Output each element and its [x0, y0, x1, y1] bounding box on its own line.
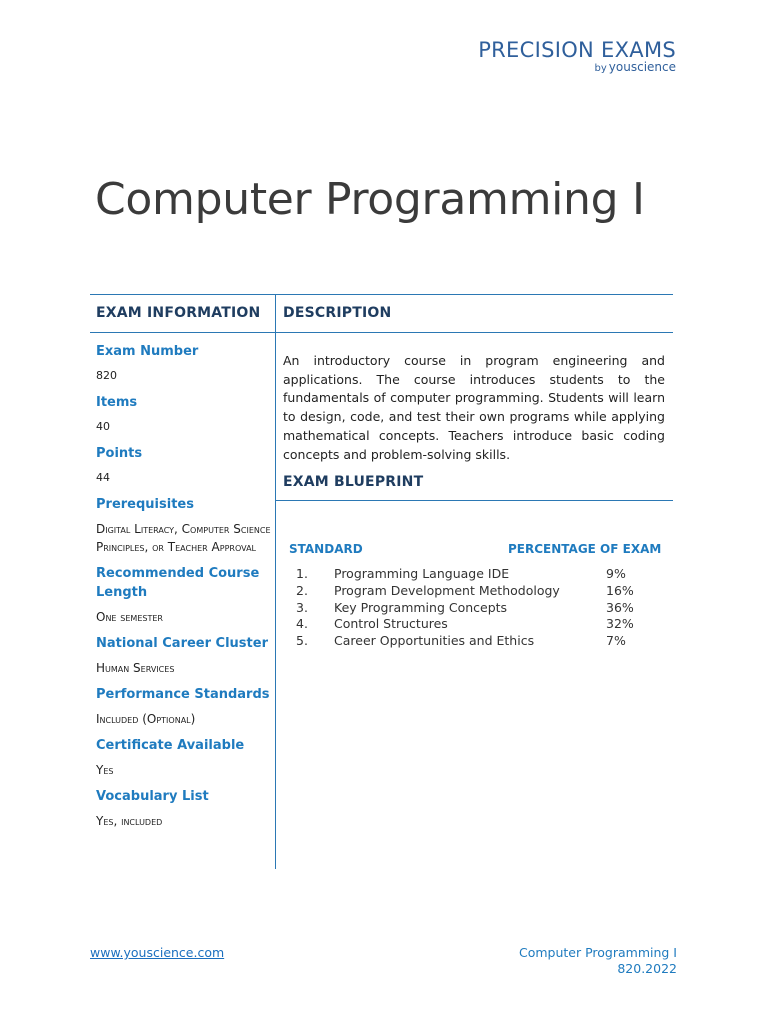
exam-info-value: Human Services — [96, 661, 175, 675]
blueprint-row-percent: 9% — [606, 566, 626, 581]
blueprint-row — [296, 566, 666, 583]
exam-info-label: Recommended Course Length — [96, 566, 260, 600]
exam-info-value: 820 — [96, 369, 117, 382]
description-heading: DESCRIPTION — [283, 305, 392, 321]
blueprint-row-standard: Career Opportunities and Ethics — [334, 633, 535, 649]
blueprint-list — [296, 566, 666, 650]
exam-info-value: 40 — [96, 420, 110, 433]
blueprint-percentage-header: PERCENTAGE OF EXAM — [508, 542, 662, 556]
logo-wordmark: PRECISION EXAMS — [478, 38, 676, 62]
blueprint-header-rule — [276, 500, 673, 501]
blueprint-row-percent: 16% — [606, 582, 634, 598]
exam-info-value: One semester — [96, 610, 163, 624]
blueprint-row-number: 3. — [296, 599, 308, 615]
column-divider — [275, 294, 276, 869]
exam-information-list — [96, 342, 271, 838]
blueprint-row-standard: Control Structures — [334, 616, 448, 632]
blueprint-row-standard: Programming Language IDE — [334, 566, 510, 581]
page-title: Computer Programming I — [95, 174, 645, 225]
exam-info-label: Points — [96, 446, 143, 461]
blueprint-row-number: 5. — [296, 633, 308, 649]
exam-info-value: Included (Optional) — [96, 712, 196, 726]
footer-course-info — [519, 945, 677, 977]
precision-exams-logo — [478, 38, 676, 75]
blueprint-row-percent: 32% — [606, 616, 634, 632]
footer-website-link[interactable]: www.youscience.com — [90, 945, 225, 960]
exam-info-label: Exam Number — [96, 344, 199, 359]
footer-course-code: 820.2022 — [617, 961, 677, 976]
table-top-rule — [90, 294, 673, 295]
blueprint-row — [296, 583, 666, 600]
blueprint-row — [296, 600, 666, 617]
exam-info-value: Yes — [96, 763, 114, 777]
exam-info-label: Performance Standards — [96, 687, 270, 702]
exam-info-value: Yes, included — [96, 814, 163, 828]
blueprint-row-number: 2. — [296, 582, 308, 598]
exam-blueprint-heading: EXAM BLUEPRINT — [283, 474, 424, 490]
logo-tagline — [478, 61, 676, 75]
exam-info-value: Digital Literacy, Computer Science Principles, or Teacher Approval — [96, 522, 271, 554]
exam-info-label: Items — [96, 395, 138, 410]
description-text: An introductory course in program engineering and applications. The course introduces students to the fundamentals of computer programming. Students will learn to design, code, and test their own programs while applying mathematical concepts. Teachers introduce basic coding concepts and problem-solving skills. — [283, 353, 665, 462]
exam-info-label: Vocabulary List — [96, 789, 209, 804]
blueprint-standard-header: STANDARD — [289, 542, 363, 556]
blueprint-row-number: 1. — [296, 566, 308, 581]
exam-info-label: Prerequisites — [96, 497, 194, 512]
blueprint-row-standard: Key Programming Concepts — [334, 599, 508, 615]
exam-information-heading: EXAM INFORMATION — [96, 305, 261, 321]
blueprint-row — [296, 616, 666, 633]
table-header-rule — [90, 332, 673, 333]
exam-info-label: National Career Cluster — [96, 636, 268, 651]
exam-info-label: Certificate Available — [96, 738, 245, 753]
blueprint-row-percent: 7% — [606, 633, 626, 649]
blueprint-row-percent: 36% — [606, 599, 634, 615]
logo-youscience: youscience — [608, 60, 676, 74]
blueprint-row-number: 4. — [296, 616, 308, 632]
logo-by: by — [594, 63, 607, 74]
exam-info-value: 44 — [96, 471, 110, 484]
footer-course-name: Computer Programming I — [518, 945, 677, 960]
blueprint-row — [296, 633, 666, 650]
blueprint-row-standard: Program Development Methodology — [334, 582, 560, 598]
